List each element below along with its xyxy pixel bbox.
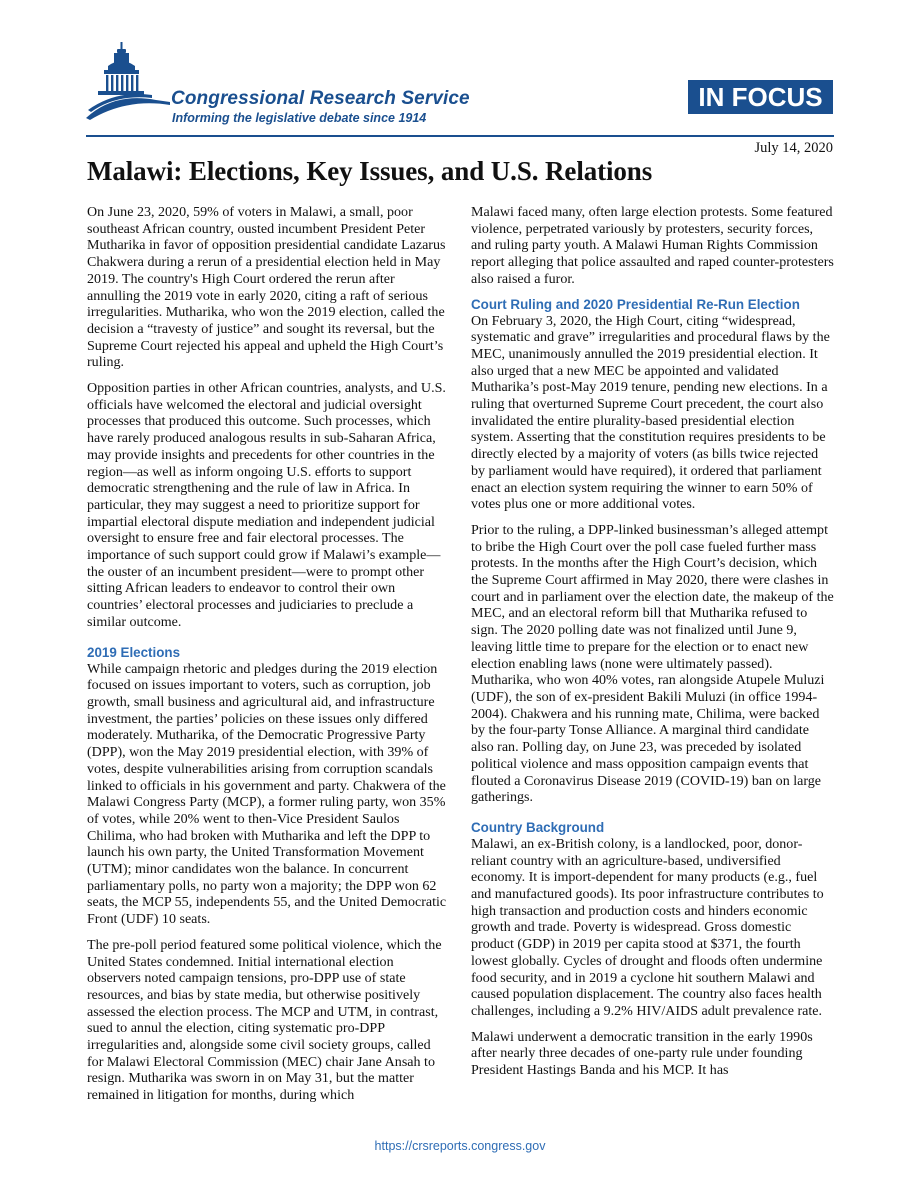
header-divider <box>86 135 834 137</box>
paragraph: Prior to the ruling, a DPP-linked businessman’s alleged attempt to bribe the High Court over the poll case fueled further mass protests. In the months after the High Court’s decision, which the Supreme Court affirmed in May 2020, there were clashes in court and in parliament over the election date, the makeup of the MEC, and an electoral reform bill that Mutharika refused to sign. The 2020 polling date was not finalized until June 9, leaving little time to prepare for the election or to enact new election enabling laws (none were ultimately passed). Mutharika, who won 40% votes, ran alongside Atupele Muluzi (UDF), the son of ex-president Bakili Muluzi (in office 1994-2004). Chakwera and his running mate, Chilima, were backed by the four-party Tonse Alliance. A marginal third candidate also ran. Polling day, on June 23, was preceded by isolated political violence and mass opposition campaign events that flouted a Coronavirus Disease 2019 (COVID-19) ban on large gatherings. <box>471 521 834 806</box>
page-title: Malawi: Elections, Key Issues, and U.S. Relations <box>87 156 653 186</box>
org-tagline: Informing the legislative debate since 1914 <box>172 111 427 125</box>
paragraph: Malawi underwent a democratic transition in the early 1990s after nearly three decades of one-party rule under founding President Hastings Banda and his MCP. It has <box>471 1028 813 1079</box>
paragraph: Opposition parties in other African countries, analysts, and U.S. officials have welcomed the electoral and judicial oversight processes that produced this outcome. Such processes, which have rarely produced analogous results in sub-Saharan Africa, may provide insights and precedents for other countries in the region—as well as inform ongoing U.S. efforts to support democratic strengthening and the rule of law in Africa. In particular, they may suggest a need to prioritize support for impartial electoral dispute mediation and independent judicial oversight to ensure free and fair electoral processes. The importance of such support could grow if Malawi’s example—the ouster of an incumbent president—were to prompt other sitting African leaders to endeavor to control their own countries’ electoral processes and judiciaries to preclude a similar outcome. <box>87 380 446 630</box>
paragraph: Malawi faced many, often large election protests. Some featured violence, perpetrated variously by protesters, security forces, and ruling party youth. A Malawi Human Rights Commission report alleging that police assaulted and raped counter-protesters also raised a furor. <box>471 204 834 287</box>
paragraph: On February 3, 2020, the High Court, citing “widespread, systematic and grave” irregularities and procedural flaws by the MEC, unanimously annulled the 2019 presidential election. It also urged that a new MEC be appointed and validated Mutharika’s post-May 2019 tenure, pending new elections. In a ruling that overturned Supreme Court precedent, the court also invalidated the entire plurality-based presidential election system. Asserting that the constitution requires presidents to be directly elected by a majority of voters (as bills twice rejected by parliament would have required), it ordered that parliament enact an election system requiring the winner to earn 50% of votes plus one or more additional votes. <box>471 312 830 513</box>
capitol-dome-icon <box>86 40 170 120</box>
in-focus-badge: IN FOCUS <box>688 80 833 114</box>
left-column <box>87 204 449 1113</box>
footer-url-link[interactable]: https://crsreports.congress.gov <box>374 1139 546 1153</box>
paragraph: The pre-poll period featured some political violence, which the United States condemned. Initial international election observers noted campaign tensions, pro-DPP use of state resources, and bias by state media, but otherwise positively assessed the election process. The MCP and UTM, in contrast, sued to annul the election, citing systematic pro-DPP irregularities and, alongside some civil society groups, called for Malawi Electoral Commission (MEC) chair Jane Ansah to resign. Mutharika was sworn in on May 31, but the matter remained in litigation for months, during which <box>87 936 442 1104</box>
section-heading-country-background: Country Background <box>471 819 605 835</box>
paragraph: While campaign rhetoric and pledges during the 2019 election focused on issues important to voters, such as corruption, job growth, small business and agricultural aid, and infrastructure investment, the parties’ policies on these issues only differed moderately. Mutharika, of the Democratic Progressive Party (DPP), won the May 2019 presidential election, with 39% of votes, despite vulnerabilities arising from corruption scandals linked to officials in his government and party. Chakwera of the Malawi Congress Party (MCP), a former ruling party, won 35% of votes, while 20% went to then-Vice President Saulos Chilima, who had broken with Mutharika and left the DPP to launch his own party, the United Transformation Movement (UTM); minor candidates won the balance. In concurrent parliamentary polls, no party won a majority; the DPP won 62 seats, the MCP 55, independents 55, and the United Democratic Front (UDF) 10 seats. <box>87 660 447 928</box>
publication-date: July 14, 2020 <box>754 140 833 156</box>
paragraph: Malawi, an ex-British colony, is a landlocked, poor, donor-reliant country with an agriculture-based, undiversified economy. It is import-dependent for many products (e.g., fuel and manufactured goods). Its poor infrastructure contributes to high transaction and production costs and hinders economic growth and trade. Poverty is widespread. Gross domestic product (GDP) in 2019 per capita stood at $371, the fourth lowest globally. Cycles of drought and floods often undermine food security, and in 2019 a cyclone hit southern Malawi and caused population displacement. The country also faces health challenges, including a 9.2% HIV/AIDS adult prevalence rate. <box>471 835 824 1019</box>
section-heading-court-ruling: Court Ruling and 2020 Presidential Re-Run Election <box>471 296 800 312</box>
org-name: Congressional Research Service <box>171 88 470 109</box>
paragraph: On June 23, 2020, 59% of voters in Malawi, a small, poor southeast African country, ousted incumbent President Peter Mutharika in favor of opposition presidential candidate Lazarus Chakwera during a rerun of a presidential election held in May 2019. The country's High Court ordered the rerun after annulling the 2019 vote in early 2020, citing a raft of serious irregularities. Mutharika, who won the 2019 election, called the decision a “travesty of justice” and sought its reversal, but the Supreme Court rejected his appeal and upheld the High Court’s ruling. <box>87 204 446 371</box>
right-column <box>471 204 834 1088</box>
section-heading-2019-elections: 2019 Elections <box>87 644 181 660</box>
